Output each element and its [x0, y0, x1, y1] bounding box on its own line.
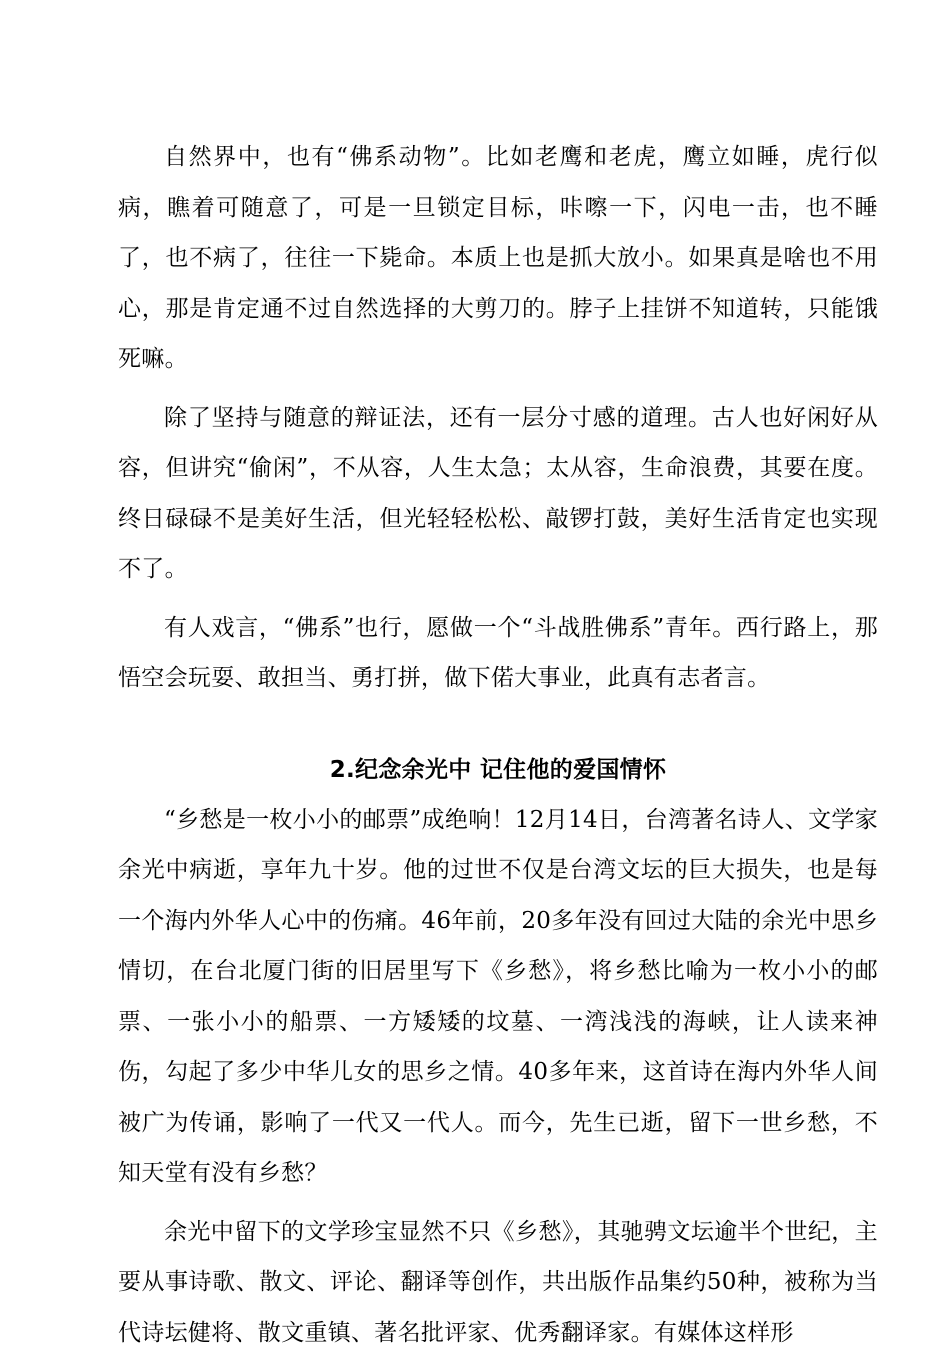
paragraph-sense-of-measure: 除了坚持与随意的辩证法，还有一层分寸感的道理。古人也好闲好从容，但讲究“偷闲”，不从容，人生太急；太从容，生命浪费，其要在度。终日碌碌不是美好生活，但光轻轻松松、敲锣打鼓，美好生活肯定也实现不了。	[118, 393, 878, 595]
paragraph-gap	[118, 385, 878, 393]
paragraph-wukong: 有人戏言，“佛系”也行，愿做一个“斗战胜佛系”青年。西行路上，那悟空会玩耍、敢担当、勇打拼，做下偌大事业，此真有志者言。	[118, 603, 878, 704]
section-title-yu-guangzhong: 2.纪念余光中 记住他的爱国情怀	[118, 745, 878, 795]
section-gap	[118, 704, 878, 745]
paragraph-gap	[118, 595, 878, 603]
paragraph-gap	[118, 1199, 878, 1207]
paragraph-nostalgia: “乡愁是一枚小小的邮票”成绝响！12月14日，台湾著名诗人、文学家余光中病逝，享年九十岁。他的过世不仅是台湾文坛的巨大损失，也是每一个海内外华人心中的伤痛。46年前，20多年没有回过大陆的余光中思乡情切，在台北厦门街的旧居里写下《乡愁》，将乡愁比喻为一枚小小的邮票、一张小小的船票、一方矮矮的坟墓、一湾浅浅的海峡，让人读来神伤，勾起了多少中华儿女的思乡之情。40多年来，这首诗在海内外华人间被广为传诵，影响了一代又一代人。而今，先生已逝，留下一世乡愁，不知天堂有没有乡愁？	[118, 795, 878, 1199]
paragraph-literary-treasures: 余光中留下的文学珍宝显然不只《乡愁》，其驰骋文坛逾半个世纪，主要从事诗歌、散文、评论、翻译等创作，共出版作品集约50种，被称为当代诗坛健将、散文重镇、著名批评家、优秀翻译家。有媒体这样形	[118, 1207, 878, 1358]
paragraph-buddhist-animals: 自然界中，也有“佛系动物”。比如老鹰和老虎，鹰立如睡，虎行似病，瞧着可随意了，可是一旦锁定目标，咔嚓一下，闪电一击，也不睡了，也不病了，往往一下毙命。本质上也是抓大放小。如果真是啥也不用心，那是肯定通不过自然选择的大剪刀的。脖子上挂饼不知道转，只能饿死嘛。	[118, 132, 878, 385]
document-page	[118, 132, 878, 1358]
